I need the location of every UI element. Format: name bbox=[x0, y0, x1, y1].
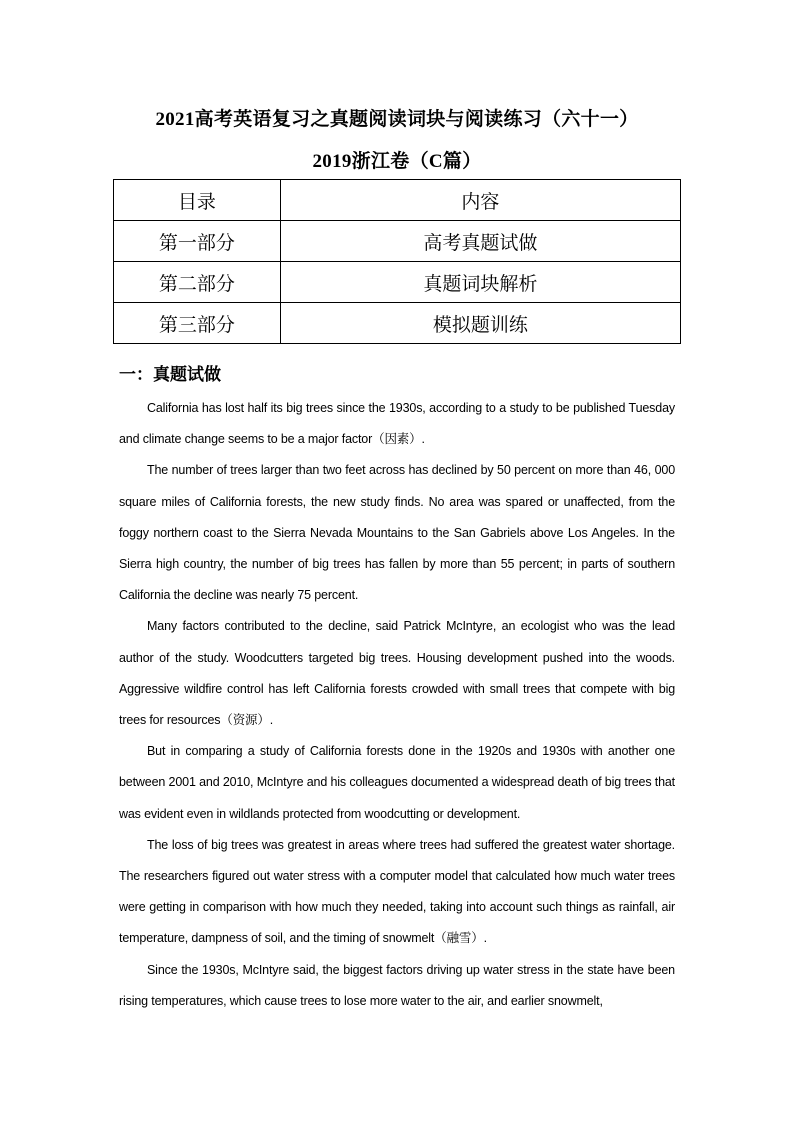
passage-paragraph: The loss of big trees was greatest in areas where trees had suffered the greatest water shortage. The researchers figured out water stress with a computer model that calculated how much water trees were getting in comparison with how much they needed, taking into account such things as rainfall, air temperature, dampness of soil, and the timing of snowmelt（融雪）. bbox=[119, 837, 675, 946]
toc-header-content: 内容 bbox=[280, 180, 680, 221]
toc-part-cell: 第三部分 bbox=[114, 303, 281, 344]
toc-part-cell: 第二部分 bbox=[114, 262, 281, 303]
table-row bbox=[114, 262, 681, 303]
passage-paragraph: California has lost half its big trees since the 1930s, according to a study to be published Tuesday and climate change seems to be a major factor（因素）. bbox=[119, 401, 675, 447]
toc-header-row bbox=[114, 180, 681, 221]
passage-body bbox=[119, 393, 675, 1017]
toc-part-cell: 第一部分 bbox=[114, 221, 281, 262]
passage-paragraph: Since the 1930s, McIntyre said, the biggest factors driving up water stress in the state have been rising temperatures, which cause trees to lose more water to the air, and earlier snowmelt, bbox=[119, 962, 675, 1008]
passage-paragraph: The number of trees larger than two feet across has declined by 50 percent on more than 46, 000 square miles of California forests, the new study finds. No area was spared or unaffected, from the foggy northern coast to the Sierra Nevada Mountains to the San Gabriels above Los Angeles. In the Sierra high country, the number of big trees has fallen by more than 55 percent; in parts of southern California the decline was nearly 75 percent. bbox=[119, 463, 675, 603]
toc-content-cell: 真题词块解析 bbox=[280, 262, 680, 303]
passage-paragraph: But in comparing a study of California forests done in the 1920s and 1930s with another one between 2001 and 2010, McIntyre and his colleagues documented a widespread death of big trees that was evident even in wildlands protected from woodcutting or development. bbox=[119, 744, 675, 821]
table-row bbox=[114, 221, 681, 262]
table-of-contents bbox=[113, 179, 681, 344]
document-subtitle: 2019浙江卷（C篇） bbox=[312, 151, 482, 172]
toc-content-cell: 高考真题试做 bbox=[280, 221, 680, 262]
section-heading: 一：真题试做 bbox=[119, 365, 221, 384]
toc-header-directory: 目录 bbox=[114, 180, 281, 221]
passage-paragraph: Many factors contributed to the decline, said Patrick McIntyre, an ecologist who was the lead author of the study. Woodcutters targeted big trees. Housing development pushed into the woods. Aggressive wildfire control has left California forests crowded with small trees that compete with big trees for resources（资源）. bbox=[119, 619, 675, 728]
document-title: 2021高考英语复习之真题阅读词块与阅读练习（六十一） bbox=[155, 109, 639, 130]
table-row bbox=[114, 303, 681, 344]
toc-content-cell: 模拟题训练 bbox=[280, 303, 680, 344]
